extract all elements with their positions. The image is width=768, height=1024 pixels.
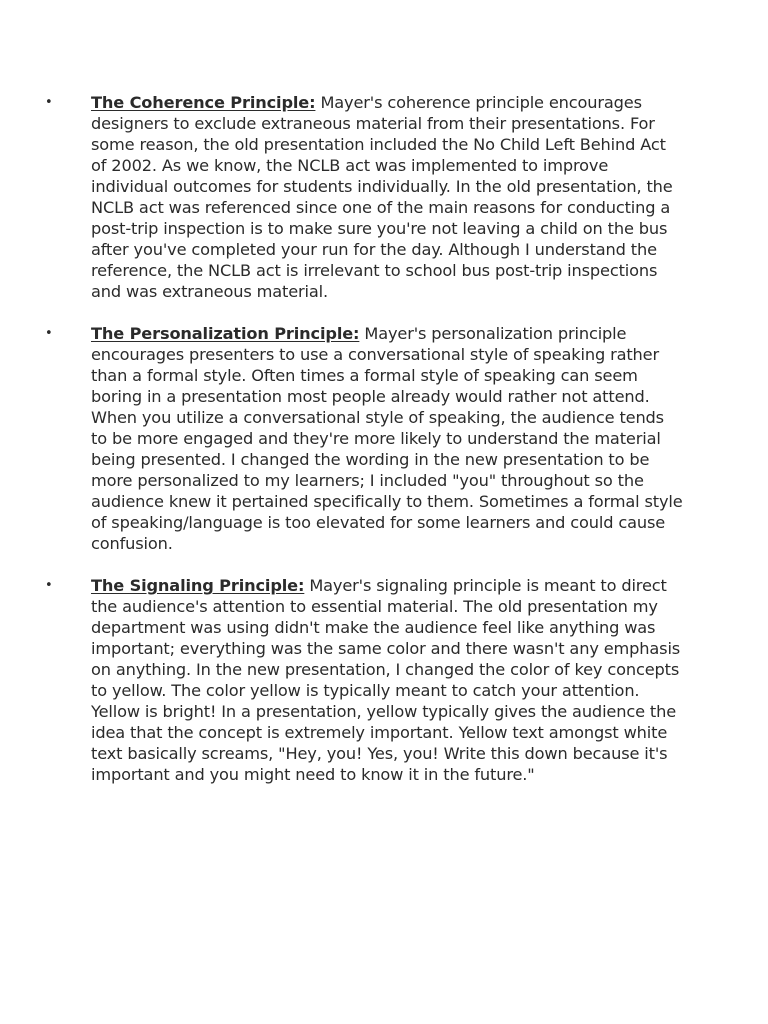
personalization-principle-item [45,323,683,554]
coherence-principle-text: Mayer's coherence principle encourages designers to exclude extraneous material from their presentations. For some reason, the old presentation included the No Child Left Behind Act of 2002. As we know, the NCLB act was implemented to improve individual outcomes for students individually. In the old presentation, the NCLB act was referenced since one of the main reasons for conducting a post-trip inspection is to make sure you're not leaving a child on the bus after you've completed your run for the day. Although I understand the reference, the NCLB act is irrelevant to school bus post-trip inspections and was extraneous material. [91,93,673,301]
coherence-principle-heading: The Coherence Principle: [91,93,316,112]
signaling-principle-item [45,575,683,785]
personalization-principle-text: Mayer's personalization principle encourages presenters to use a conversational style of speaking rather than a formal style. Often times a formal style of speaking can seem boring in a presentation most people already would rather not attend. When you utilize a conversational style of speaking, the audience tends to be more engaged and they're more likely to understand the material being presented. I changed the wording in the new presentation to be more personalized to my learners; I included "you" throughout so the audience knew it pertained specifically to them. Sometimes a formal style of speaking/language is too elevated for some learners and could cause confusion. [91,324,683,553]
bullet-icon: • [45,95,53,110]
personalization-principle-heading: The Personalization Principle: [91,324,360,343]
coherence-principle-item [45,92,683,302]
signaling-principle-text: Mayer's signaling principle is meant to direct the audience's attention to essential material. The old presentation my department was using didn't make the audience feel like anything was important; everything was the same color and there wasn't any emphasis on anything. In the new presentation, I changed the color of key concepts to yellow. The color yellow is typically meant to catch your attention. Yellow is bright! In a presentation, yellow typically gives the audience the idea that the concept is extremely important. Yellow text amongst white text basically screams, "Hey, you! Yes, you! Write this down because it's important and you might need to know it in the future." [91,576,681,784]
bullet-icon: • [45,578,53,593]
bullet-icon: • [45,326,53,341]
signaling-principle-heading: The Signaling Principle: [91,576,305,595]
document-page [0,92,768,806]
